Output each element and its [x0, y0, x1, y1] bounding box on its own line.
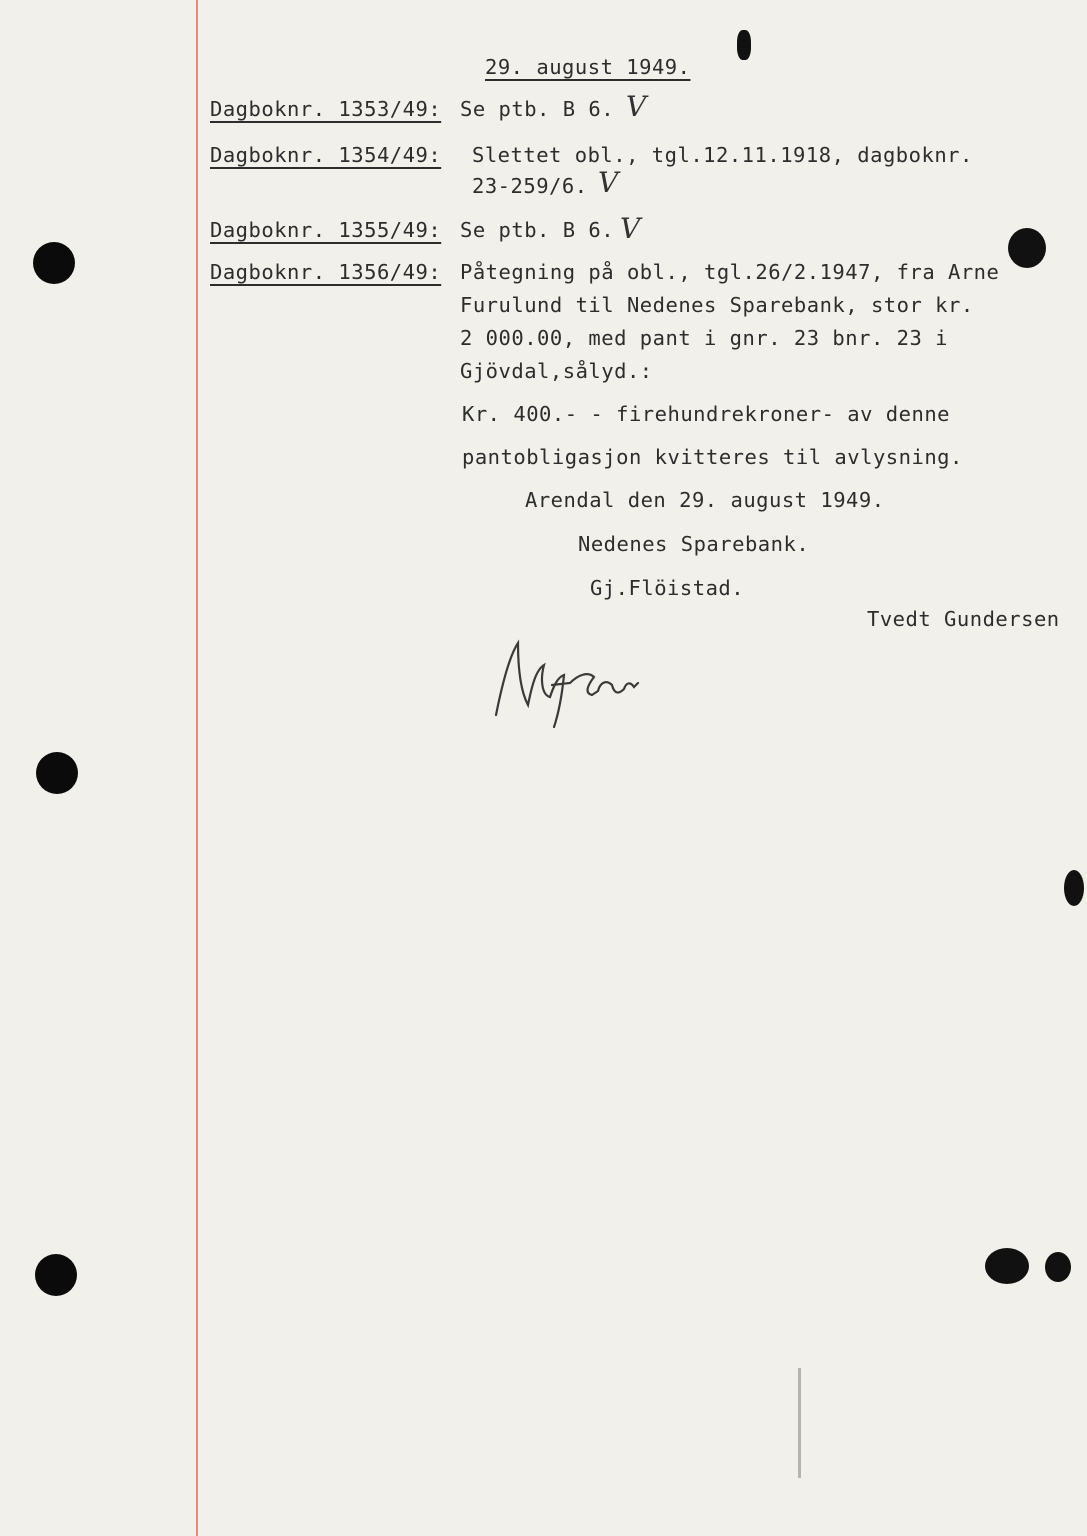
handwritten-signature	[488, 635, 658, 735]
pencil-mark	[798, 1368, 801, 1478]
ink-blot	[985, 1248, 1029, 1284]
entry-text: Furulund til Nedenes Sparebank, stor kr.	[460, 293, 974, 317]
entry-text: 2 000.00, med pant i gnr. 23 bnr. 23 i	[460, 326, 948, 350]
receipt-text: pantobligasjon kvitteres til avlysning.	[462, 445, 963, 469]
entry-text: Gjövdal,sålyd.:	[460, 359, 653, 383]
red-margin-line	[196, 0, 198, 1536]
entry-label: Dagboknr. 1353/49:	[210, 97, 442, 121]
ink-blot	[737, 30, 751, 60]
entry-text: Slettet obl., tgl.12.11.1918, dagboknr.	[472, 143, 973, 167]
check-mark: V	[620, 212, 641, 245]
ink-blot	[1064, 870, 1084, 906]
entry-text: Påtegning på obl., tgl.26/2.1947, fra Arne	[460, 260, 1000, 284]
receipt-text: Kr. 400.- - firehundrekroner- av denne	[462, 402, 950, 426]
page-date-heading: 29. august 1949.	[485, 55, 691, 79]
witness-name: Tvedt Gundersen	[867, 607, 1060, 631]
ink-blot	[1045, 1252, 1071, 1282]
entry-text: Se ptb. B 6.	[460, 218, 615, 242]
punch-hole	[35, 1254, 77, 1296]
punch-hole	[33, 242, 75, 284]
entry-text: Se ptb. B 6.	[460, 97, 615, 121]
place-date: Arendal den 29. august 1949.	[525, 488, 885, 512]
check-mark: V	[626, 90, 647, 123]
entry-label: Dagboknr. 1356/49:	[210, 260, 442, 284]
ink-blot	[1008, 228, 1046, 268]
bank-name: Nedenes Sparebank.	[578, 532, 810, 556]
punch-hole	[36, 752, 78, 794]
entry-label: Dagboknr. 1354/49:	[210, 143, 442, 167]
entry-text: 23-259/6.	[472, 174, 588, 198]
signer-name: Gj.Flöistad.	[590, 576, 745, 600]
entry-label: Dagboknr. 1355/49:	[210, 218, 442, 242]
check-mark: V	[598, 166, 619, 199]
